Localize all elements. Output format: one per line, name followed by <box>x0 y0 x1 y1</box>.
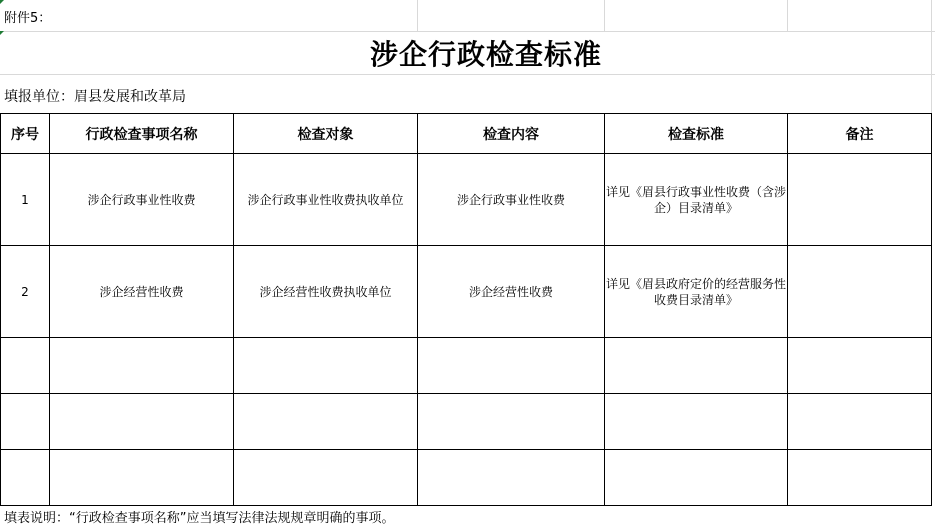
gridline <box>0 74 935 75</box>
empty-cell[interactable] <box>1 394 50 450</box>
item-name-cell[interactable]: 涉企行政事业性收费 <box>50 154 234 246</box>
page-title: 涉企行政检查标准 <box>369 38 602 71</box>
header-cell[interactable]: 检查内容 <box>418 114 605 154</box>
item-name-cell[interactable]: 涉企经营性收费 <box>50 246 234 338</box>
empty-cell[interactable] <box>788 450 932 506</box>
header-cell[interactable]: 序号 <box>1 114 50 154</box>
empty-row <box>1 338 932 394</box>
standard-cell[interactable]: 详见《眉县行政事业性收费（含涉企）目录清单》 <box>605 154 788 246</box>
empty-cell[interactable] <box>234 394 418 450</box>
empty-cell[interactable] <box>50 338 234 394</box>
header-cell[interactable]: 检查对象 <box>234 114 418 154</box>
empty-cell[interactable] <box>1 450 50 506</box>
standard-cell[interactable]: 详见《眉县政府定价的经营服务性收费目录清单》 <box>605 246 788 338</box>
attachment-label: 附件5： <box>4 11 52 26</box>
standards-table <box>0 113 932 506</box>
table-row <box>1 154 932 246</box>
header-cell[interactable]: 行政检查事项名称 <box>50 114 234 154</box>
header-cell[interactable]: 检查标准 <box>605 114 788 154</box>
empty-cell[interactable] <box>605 338 788 394</box>
table-row <box>1 246 932 338</box>
empty-cell[interactable] <box>418 394 605 450</box>
empty-cell[interactable] <box>418 450 605 506</box>
gridline <box>604 0 605 31</box>
object-cell[interactable]: 涉企经营性收费执收单位 <box>234 246 418 338</box>
empty-cell[interactable] <box>788 394 932 450</box>
header-cell[interactable]: 备注 <box>788 114 932 154</box>
cell-marker-icon <box>0 0 4 4</box>
gridline <box>787 0 788 31</box>
empty-cell[interactable] <box>234 338 418 394</box>
gridline <box>0 31 935 32</box>
empty-cell[interactable] <box>605 394 788 450</box>
remark-cell[interactable] <box>788 154 932 246</box>
empty-cell[interactable] <box>605 450 788 506</box>
content-cell[interactable]: 涉企行政事业性收费 <box>418 154 605 246</box>
empty-cell[interactable] <box>234 450 418 506</box>
empty-cell[interactable] <box>1 338 50 394</box>
empty-cell[interactable] <box>50 450 234 506</box>
empty-row <box>1 394 932 450</box>
row-number-cell[interactable]: 1 <box>1 154 50 246</box>
empty-row <box>1 450 932 506</box>
object-cell[interactable]: 涉企行政事业性收费执收单位 <box>234 154 418 246</box>
row-number-cell[interactable]: 2 <box>1 246 50 338</box>
reporting-unit: 填报单位：眉县发展和改革局 <box>4 89 186 105</box>
empty-cell[interactable] <box>418 338 605 394</box>
filling-note: 填表说明：“行政检查事项名称”应当填写法律法规规章明确的事项。 <box>4 511 395 526</box>
table-header-row <box>1 114 932 154</box>
remark-cell[interactable] <box>788 246 932 338</box>
gridline <box>417 0 418 31</box>
empty-cell[interactable] <box>50 394 234 450</box>
empty-cell[interactable] <box>788 338 932 394</box>
content-cell[interactable]: 涉企经营性收费 <box>418 246 605 338</box>
